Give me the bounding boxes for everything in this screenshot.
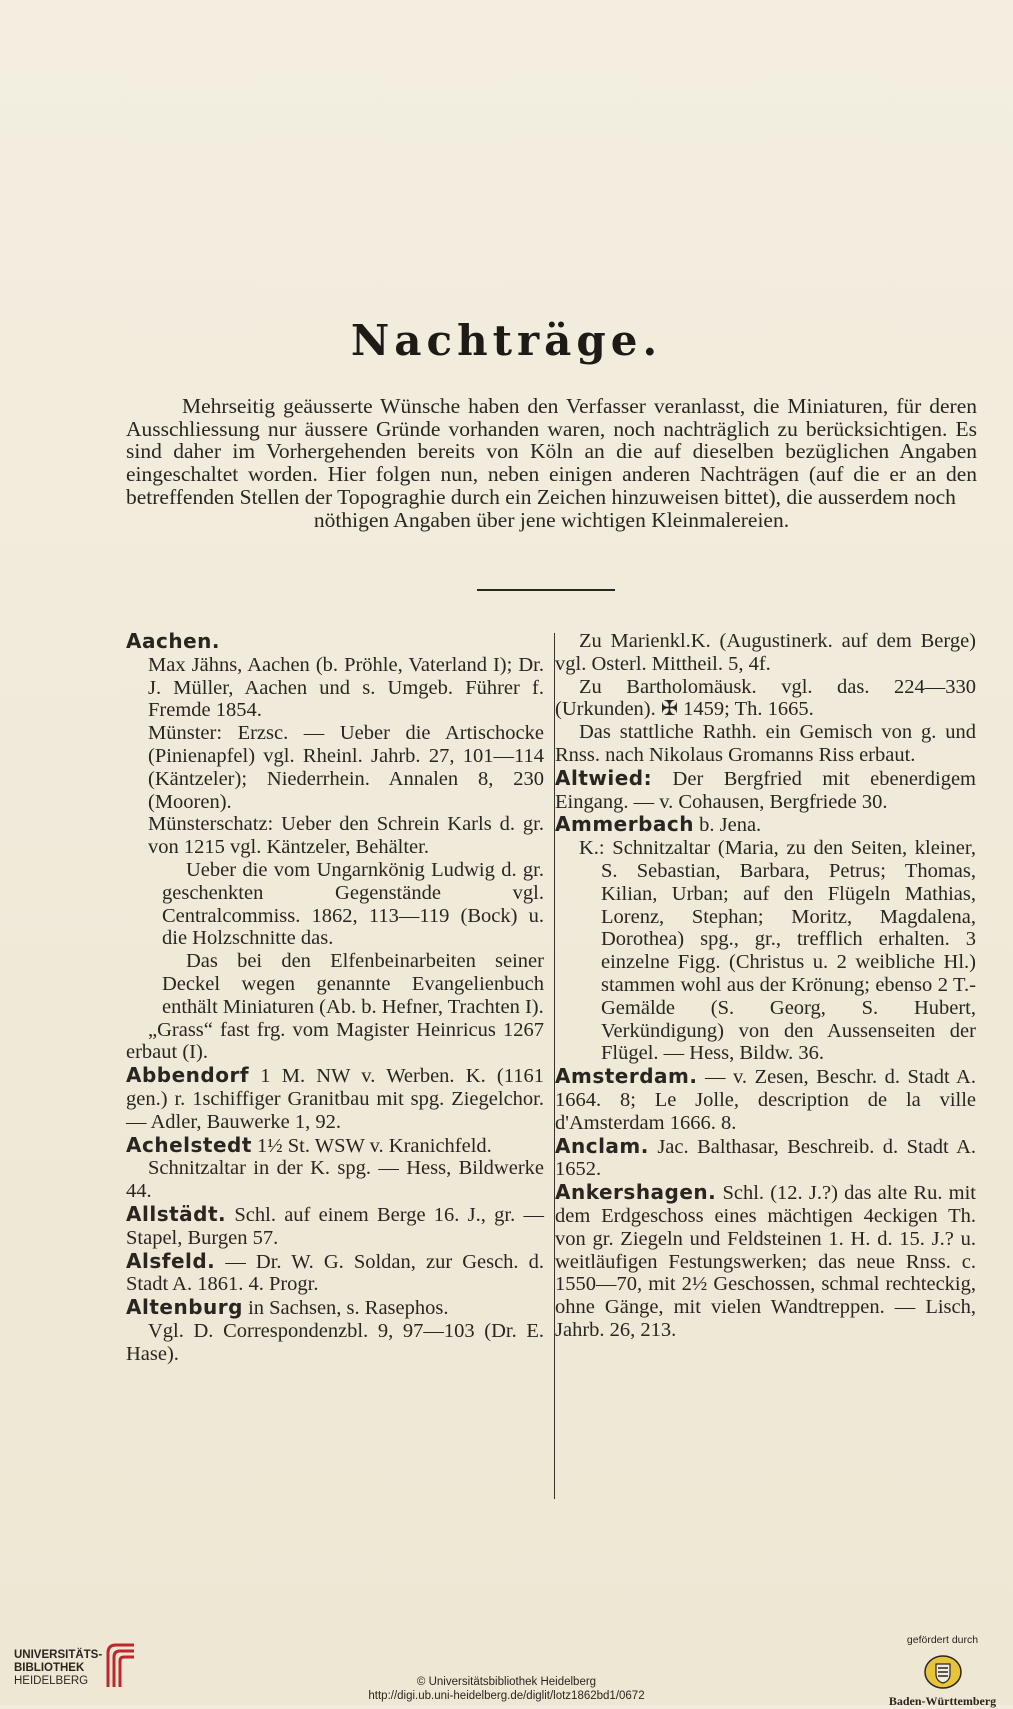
intro-text: Mehrseitig geäusserte Wünsche haben den Verfasser veranlasst, die Miniaturen, für deren Ausschliessung nur äussere Gründe vorhanden waren, noch nachträglich zu berücksichtigen. Es sind daher im Vorhergehenden bereits von Köln an die auf dieselben bezüglichen Angaben eingeschaltet worden. Hier folgen nun, neben einigen anderen Nachträgen (auf die er an den betreffenden Stellen der Topograghie durch ein Zeichen hinzuweisen bittet), die ausserdem noch [126,394,977,509]
entry-text: 1½ St. WSW v. Kranichfeld. [251,1134,492,1157]
library-name-line: HEIDELBERG [14,1675,89,1687]
entry-text: Schl. auf einem Berge 16. J., gr. — Stapel, Burgen 57. [126,1203,544,1249]
entry-altwied [555,767,976,814]
entry-altenburg [126,1296,544,1320]
entry-ammerbach-schnitzaltar: K.: Schnitzaltar (Maria, zu den Seiten, kleiner, S. Sebastian, Barbara, Petrus; Thomas, Kilian, Urban; auf den Flügeln Mathias, Lorenz, Stephan; Moritz, Magdalena, Dorothea) spg., gr., trefflich erhalten. 3 einzelne Figg. (Christus u. 2 weibliche Hl.) stammen wohl aus der Krönung; ebenso 2 T.-Gemälde (S. Georg, S. Hubert, Verkündigung) von den Aussenseiten der Flügel. — Hess, Bildw. 36. [579,837,976,1065]
permalink-url[interactable]: http://digi.ub.uni-heidelberg.de/diglit/lotz1862bd1/0672 [368,1690,645,1702]
entry-text: — Dr. W. G. Soldan, zur Gesch. d. Stadt A. 1861. 4. Progr. [126,1250,544,1296]
entry-text: Der Bergfried mit ebenerdigem Eingang. — v. Cohausen, Bergfriede 30. [555,767,976,813]
entry-aachen-ungarn: Ueber die vom Ungarnkönig Ludwig d. gr. geschenkten Gegenstände vgl. Centralcommiss. 1862, 113—119 (Bock) u. die Holzschnitte das. [162,858,544,950]
entry-allstaedt [126,1203,544,1250]
headword: Amsterdam. [555,1064,698,1089]
entry-bartholomaeusk: Zu Bartholomäusk. vgl. das. 224—330 (Urkunden). ✠ 1459; Th. 1665. [555,675,976,721]
entry-text: Jac. Balthasar, Beschreib. d. Stadt A. 1652. [555,1135,976,1181]
headword: Achelstedt [126,1132,252,1157]
headword: Ankershagen. [555,1180,717,1205]
entry-abbendorf [126,1064,544,1133]
headword: Ammerbach [555,812,694,837]
entry-achelstedt-schnitzaltar: Schnitzaltar in der K. spg. — Hess, Bildwerke 44. [126,1157,544,1203]
headword: Anclam. [555,1133,649,1158]
headword: Alsfeld. [126,1248,216,1273]
funder-name: Baden-Württemberg [888,1694,997,1708]
entry-rathhaus: Das stattliche Rathh. ein Gemisch von g. und Rnss. nach Nikolaus Gromanns Riss erbaut. [555,721,976,766]
footer-credits [0,1675,1013,1703]
entry-text: Schl. (12. J.?) das alte Ru. mit dem Erdgeschoss eines mächtigen 4eckigen Th. von gr. Ziegeln und Feldsteinen 1. H. d. 15. J.? u. weitläufigen Festungswerken; das neue Rnss. c. 1550—70, mit 2½ Geschossen, schmal rechteckig, ohne Gänge, mit vielen Wandtreppen. — Lisch, Jahrb. 26, 213. [555,1182,976,1341]
headword: Altenburg [126,1295,243,1320]
entry-ammerbach [555,813,976,837]
entry-aachen-heading [126,630,544,654]
entry-aachen-muensterschatz: Münsterschatz: Ueber den Schrein Karls d. gr. von 1215 vgl. Käntzeler, Behälter. [148,813,544,859]
entry-marienkl: Zu Marienkl.K. (Augustinerk. auf dem Berge) vgl. Osterl. Mittheil. 5, 4f. [555,630,976,675]
entry-altenburg-correspondenzbl: Vgl. D. Correspondenzbl. 9, 97—103 (Dr. E. Hase). [126,1319,544,1365]
intro-paragraph [126,395,977,531]
entry-amsterdam [555,1065,976,1134]
bleed-through-text [120,30,980,280]
entry-text: — v. Zesen, Beschr. d. Stadt A. 1664. 8; Le Jolle, description de la ville d'Amsterdam 1666. 8. [555,1066,976,1134]
headword: Altwied: [555,765,653,790]
right-column [555,630,976,1342]
intro-text-last-line: nöthigen Angaben über jene wichtigen Kleinmalereien. [313,507,790,532]
page-title: Nachträge. [350,316,663,365]
entry-alsfeld [126,1250,544,1297]
entry-aachen-literature: Max Jähns, Aachen (b. Pröhle, Vaterland I); Dr. J. Müller, Aachen und s. Umgeb. Führer f. Fremde 1854. [148,653,544,722]
funded-by-label: gefördert durch [906,1634,979,1646]
entry-ankershagen [555,1181,976,1342]
library-name-line: BIBLIOTHEK [14,1662,85,1674]
entry-text: b. Jena. [694,814,762,837]
baden-wuerttemberg-seal-icon [923,1654,963,1690]
entry-aachen-grass: „Grass“ fast frg. vom Magister Heinricus 1267 erbaut (I). [126,1018,544,1064]
headword: Aachen. [126,629,220,653]
copyright-text: © Universitätsbibliothek Heidelberg [416,1676,597,1688]
headword: Abbendorf [126,1063,250,1088]
funder-block [880,1634,1005,1709]
library-name-line: UNIVERSITÄTS- [14,1649,103,1661]
left-column [126,630,544,1366]
headword: Allstädt. [126,1201,227,1226]
entry-anclam [555,1135,976,1182]
entry-text: in Sachsen, s. Rasephos. [242,1297,449,1320]
entry-aachen-evangelienbuch: Das bei den Elfenbeinarbeiten seiner Deckel wegen genannte Evangelienbuch enthält Miniaturen (Ab. b. Hefner, Trachten I). [162,950,544,1018]
entry-text: 1 M. NW v. Werben. K. (1161 gen.) r. 1schiffiger Granitbau mit spg. Ziegelchor. — Adler, Bauwerke 1, 92. [126,1065,544,1133]
entry-achelstedt [126,1134,544,1158]
section-divider [477,589,615,591]
entry-aachen-muenster: Münster: Erzsc. — Ueber die Artischocke (Pinienapfel) vgl. Rheinl. Jahrb. 27, 101—114 (Käntzeler); Niederrhein. Annalen 8, 230 (Mooren). [148,722,544,813]
